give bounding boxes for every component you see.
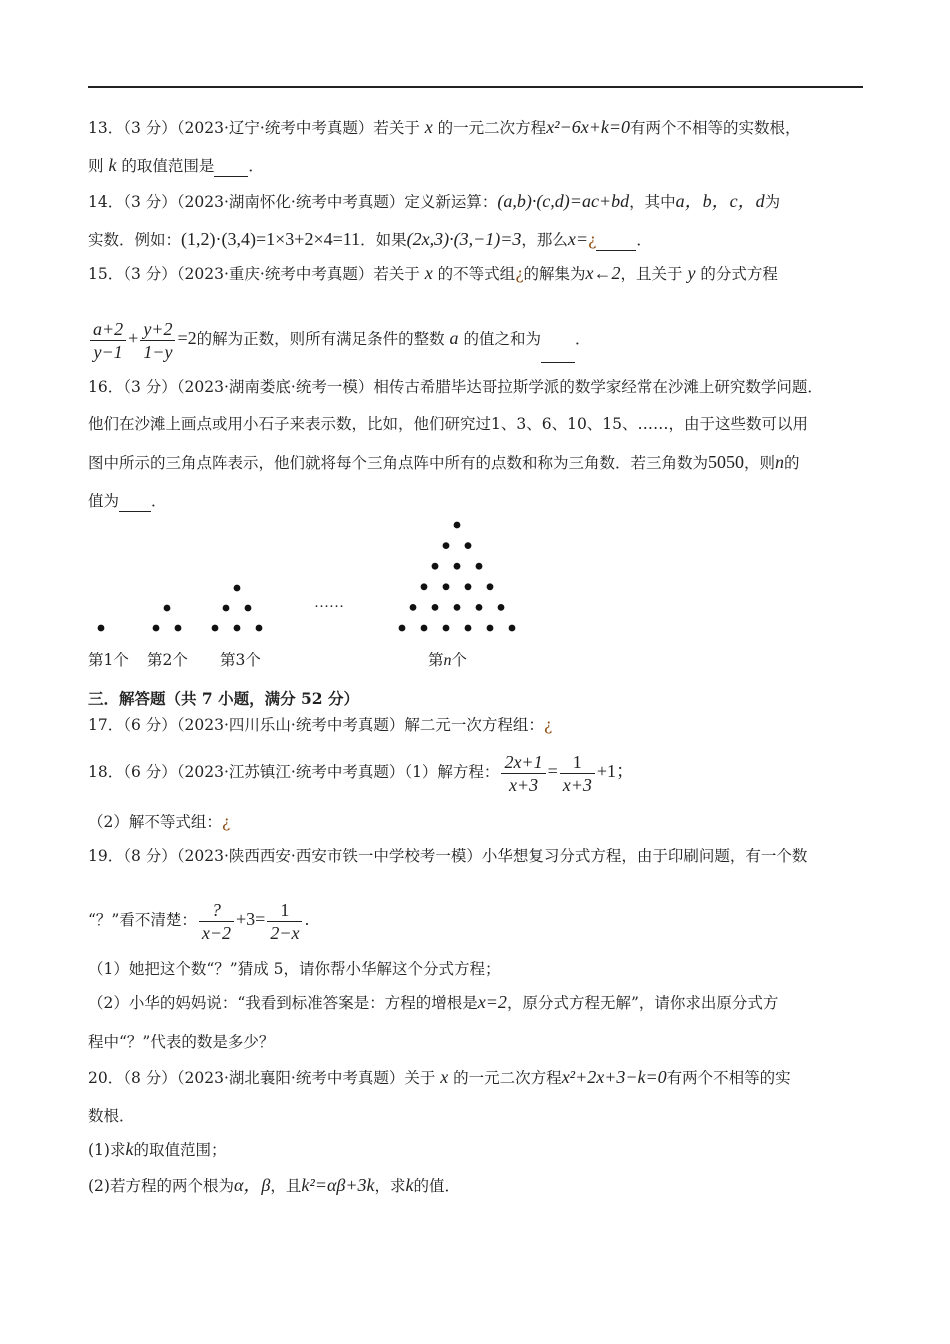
question-15-line-2: $\frac{a+2}{y-1}$ + $\frac{y+2}{1-y}$ =2的解为正数，则所有满足条件的整数 a 的值之和为 ． bbox=[88, 315, 591, 363]
question-14-line-1: 14．（3 分）（2023·湖南怀化·统考中考真题）定义新运算：(a,b)·(c,d)=ac+bd，其中a，b，c，d为 bbox=[88, 191, 781, 211]
fraction: $\frac{1}{2-x}$ bbox=[267, 899, 302, 944]
dot bbox=[454, 604, 461, 611]
dot bbox=[476, 563, 483, 570]
dot bbox=[399, 625, 406, 632]
dot bbox=[443, 625, 450, 632]
dot bbox=[234, 625, 241, 632]
dot bbox=[465, 583, 472, 590]
dot bbox=[454, 563, 461, 570]
question-15-line-1: 15．（3 分）（2023·重庆·统考中考真题）若关于 x 的不等式组¿的解集为x←2，且关于 y 的分式方程 bbox=[88, 263, 778, 283]
question-17: 17．（6 分）（2023·四川乐山·统考中考真题）解二元一次方程组：¿ bbox=[88, 716, 553, 734]
dot bbox=[234, 585, 241, 592]
fraction: $\frac{2x+1}{x+3}$ bbox=[501, 751, 545, 796]
caption-3: 第3个 bbox=[220, 651, 261, 669]
caption-n: 第n个 bbox=[428, 651, 468, 669]
dot bbox=[175, 625, 182, 632]
dots-group bbox=[98, 522, 516, 632]
dot bbox=[443, 583, 450, 590]
question-18-line-2: （2）解不等式组：¿ bbox=[88, 813, 231, 831]
question-14-line-2: 实数．例如：(1,2)·(3,4)=1×3+2×4=11．如果(2x,3)·(3,−1)=3，那么x=¿ ． bbox=[88, 229, 652, 249]
question-19-line-2: “？”看不清楚： $\frac{?}{x-2}$ +3= $\frac{1}{2-x}$ . bbox=[88, 899, 310, 943]
fraction: $\frac{?}{x-2}$ bbox=[199, 899, 234, 944]
question-19-part-1: （1）她把这个数“？”猜成 5，请你帮小华解这个分式方程； bbox=[88, 960, 501, 978]
dot bbox=[487, 625, 494, 632]
question-19-part-2-cont: 程中“？”代表的数是多少？ bbox=[88, 1033, 275, 1051]
caption-2: 第2个 bbox=[147, 651, 188, 669]
question-19-part-2: （2）小华的妈妈说：“我看到标准答案是：方程的增根是x=2，原分式方程无解”，请你求出原分式方 bbox=[88, 992, 779, 1012]
dot bbox=[432, 563, 439, 570]
dot bbox=[487, 583, 494, 590]
dot bbox=[223, 605, 230, 612]
question-20-line-1: 20．（8 分）（2023·湖北襄阳·统考中考真题）关于 x 的一元二次方程x²+2x+3−k=0有两个不相等的实 bbox=[88, 1067, 791, 1087]
dot bbox=[164, 605, 171, 612]
question-20-part-2: (2)若方程的两个根为α，β，且k²=αβ+3k，求k的值． bbox=[88, 1175, 461, 1195]
dot bbox=[421, 625, 428, 632]
dot bbox=[498, 604, 505, 611]
dot bbox=[256, 625, 263, 632]
question-16-line-3: 图中所示的三角点阵表示，他们就将每个三角点阵中所有的点数和称为三角数．若三角数为5050，则n的 bbox=[88, 452, 800, 472]
dot bbox=[245, 605, 252, 612]
question-16-line-2: 他们在沙滩上画点或用小石子来表示数，比如，他们研究过1、3、6、10、15、……，由于这些数可以用 bbox=[88, 415, 809, 433]
dot bbox=[410, 604, 417, 611]
question-13-line-1: 13．（3 分）（2023·辽宁·统考中考真题）若关于 x 的一元二次方程x²−6x+k=0有两个不相等的实数根， bbox=[88, 117, 801, 137]
dot bbox=[443, 542, 450, 549]
fraction: $\frac{y+2}{1-y}$ bbox=[140, 318, 175, 363]
question-18-line-1: 18．（6 分）（2023·江苏镇江·统考中考真题）（1）解方程： $\frac{2x+1}{x+3}$ = $\frac{1}{x+3}$ +1； bbox=[88, 751, 635, 795]
dot bbox=[98, 625, 105, 632]
question-16-line-4: 值为 ． bbox=[88, 492, 167, 510]
dot bbox=[454, 522, 461, 529]
question-16-line-1: 16．（3 分）（2023·湖南娄底·统考一模）相传古希腊毕达哥拉斯学派的数学家经常在沙滩上研究数学问题． bbox=[88, 378, 823, 396]
dot bbox=[476, 604, 483, 611]
question-19-line-1: 19．（8 分）（2023·陕西西安·西安市铁一中学校考一模）小华想复习分式方程，由于印刷问题，有一个数 bbox=[88, 847, 808, 865]
dot bbox=[421, 583, 428, 590]
question-20-part-1: (1)求k的取值范围； bbox=[88, 1139, 227, 1159]
ellipsis: …… bbox=[314, 595, 344, 611]
fraction: $\frac{a+2}{y-1}$ bbox=[90, 318, 126, 363]
question-20-line-2: 数根． bbox=[88, 1107, 135, 1125]
dot bbox=[509, 625, 516, 632]
caption-1: 第1个 bbox=[88, 651, 129, 669]
dot bbox=[432, 604, 439, 611]
dot bbox=[465, 625, 472, 632]
question-13-line-2: 则 k 的取值范围是 ． bbox=[88, 155, 264, 175]
fraction: $\frac{1}{x+3}$ bbox=[560, 751, 595, 796]
section-3-heading: 三．解答题（共 7 小题，满分 52 分） bbox=[88, 689, 359, 708]
dot bbox=[212, 625, 219, 632]
dot bbox=[465, 542, 472, 549]
dot bbox=[153, 625, 160, 632]
